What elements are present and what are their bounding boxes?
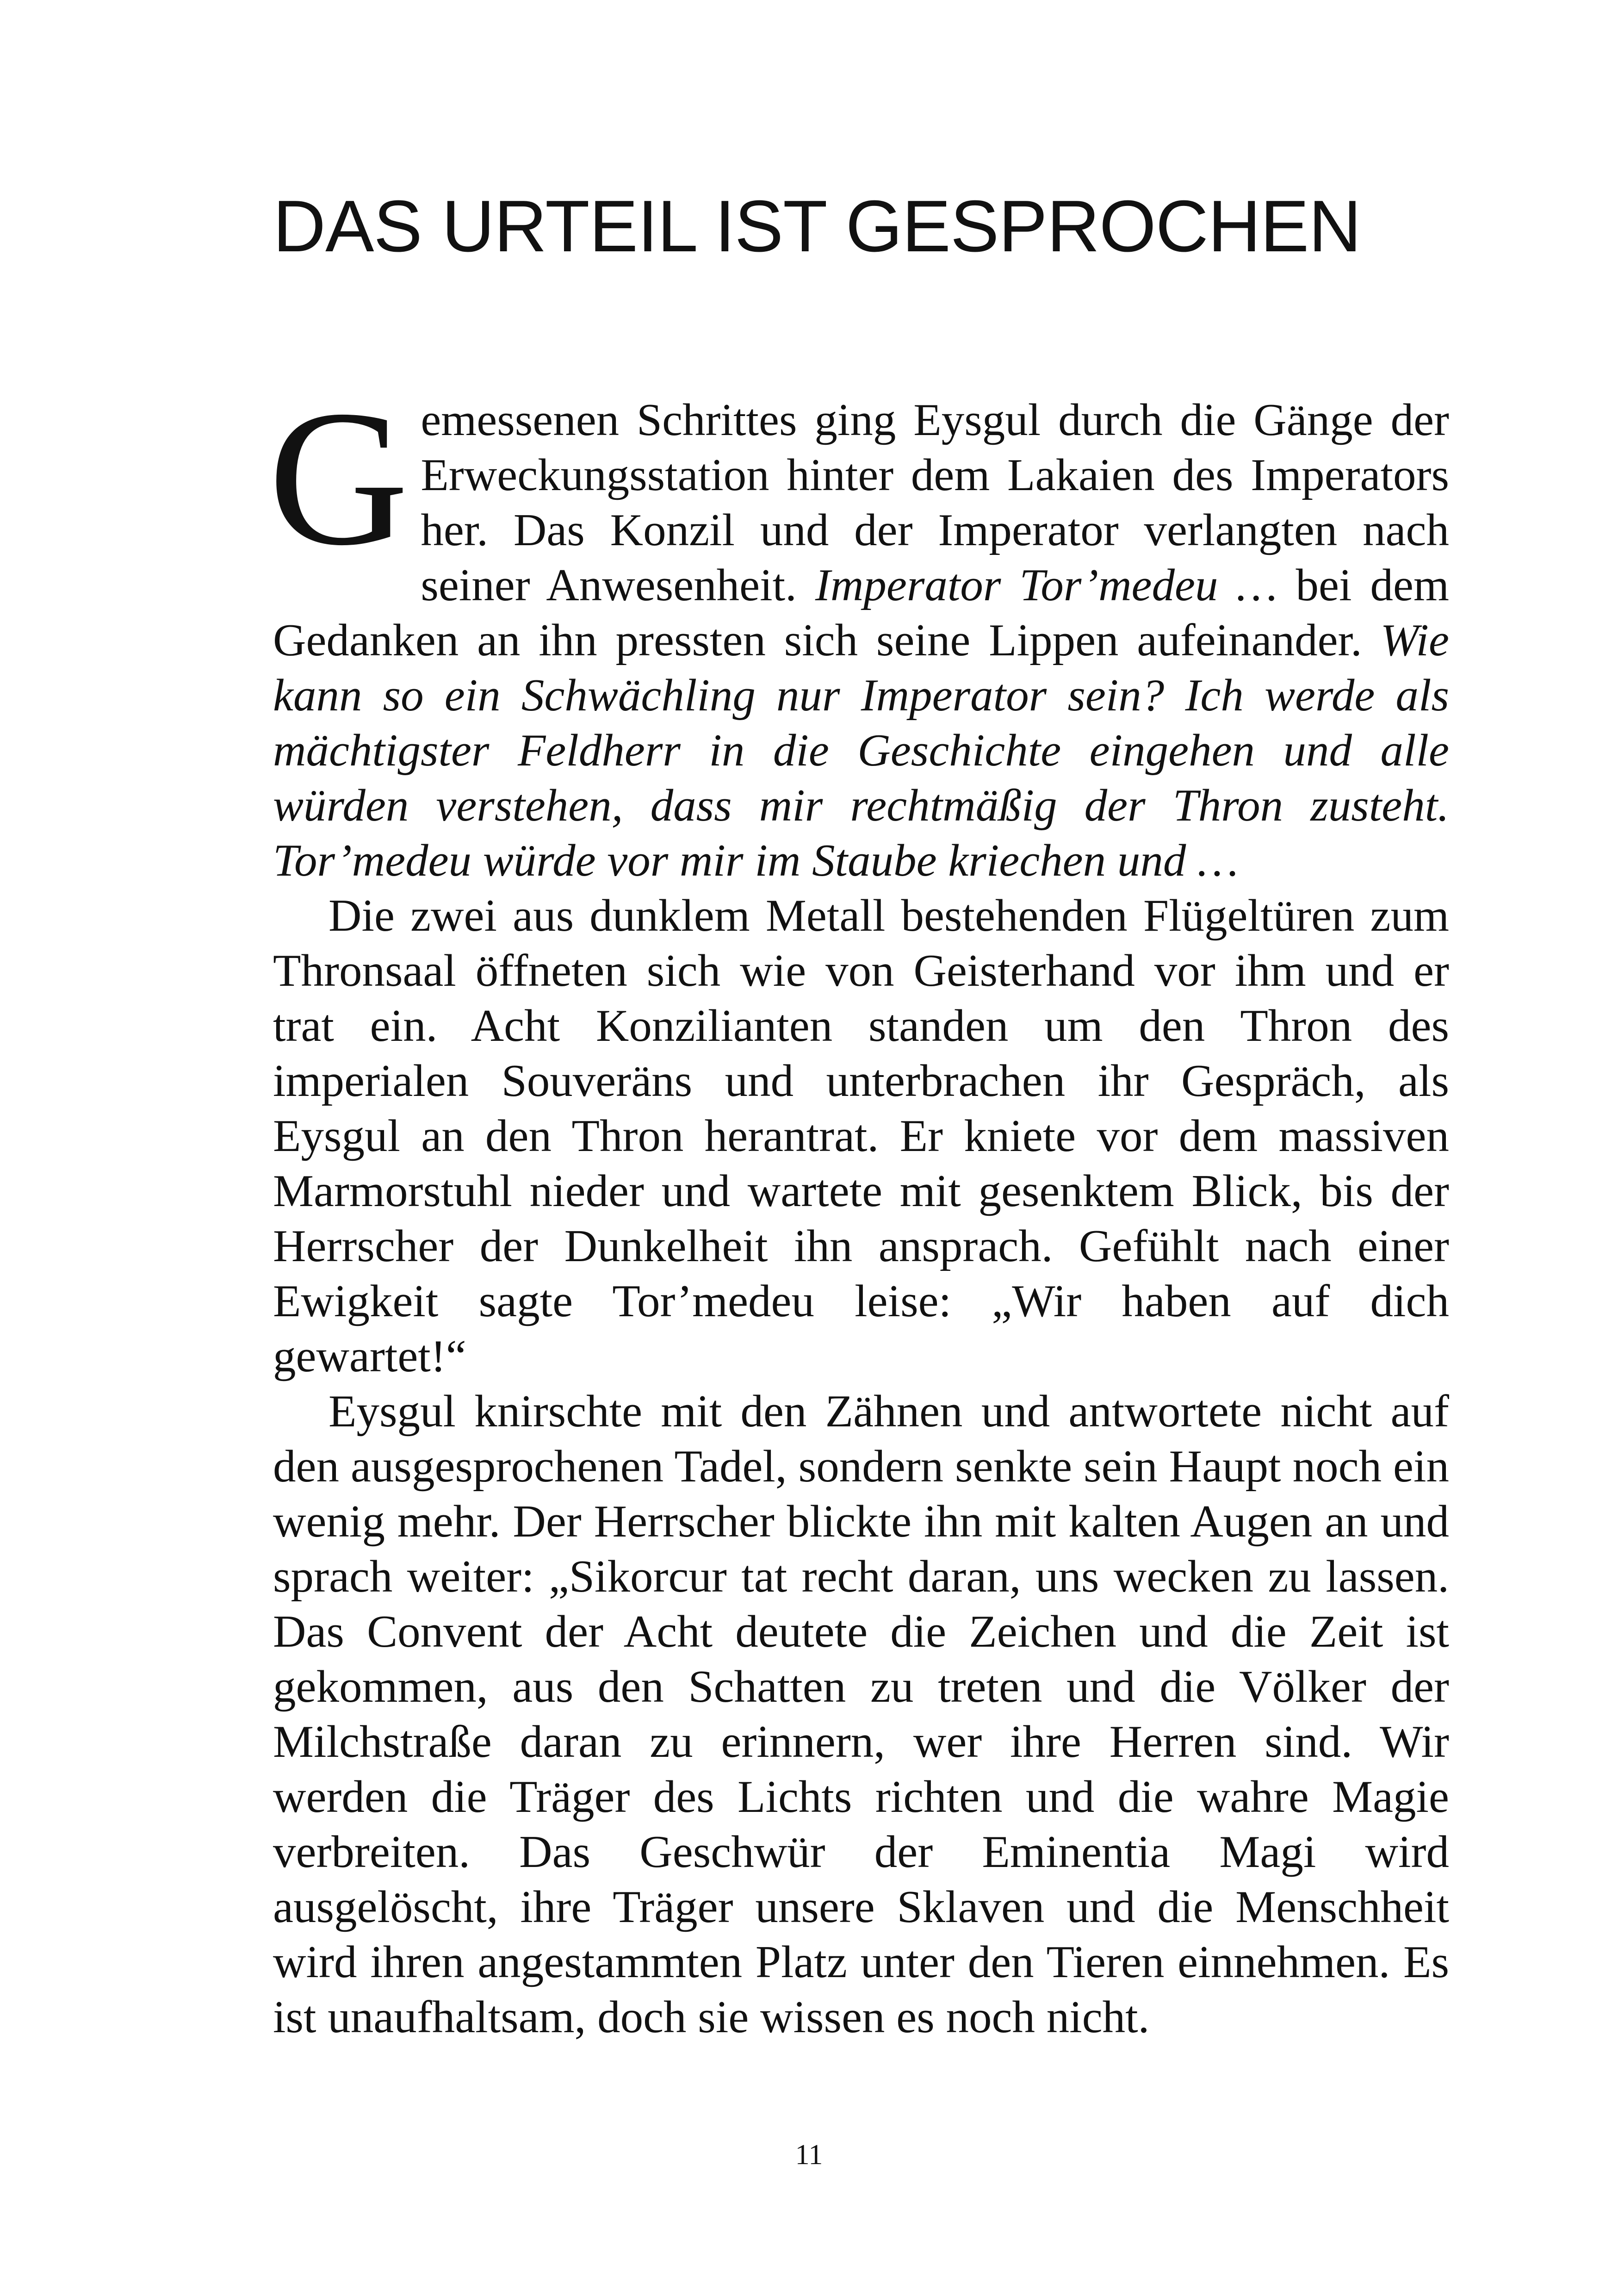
paragraph-1-italic-monologue: Wie kann so ein Schwächling nur Imperator sein? Ich werde als mächtigster Feldherr in die Geschichte eingehen und alle würden verstehen, dass mir rechtmäßig der Thron zusteht. Tor’medeu würde vor mir im Staube kriechen und … xyxy=(273,615,1449,886)
paragraph-2: Die zwei aus dunklem Metall bestehenden Flügeltüren zum Thronsaal öffneten sich wie von Geisterhand vor ihm und er trat ein. Acht Konzilianten standen um den Thron des imperialen Souveräns und unterbrachen ihr Gespräch, als Eysgul an den Thron herantrat. Er kniete vor dem massiven Marmorstuhl nieder und wartete mit gesenktem Blick, bis der Herrscher der Dunkelheit ihn ansprach. Gefühlt nach einer Ewigkeit sagte Tor’medeu leise: „Wir haben auf dich gewartet!“ xyxy=(273,890,1449,1381)
chapter-body xyxy=(268,370,1449,2045)
chapter-title: DAS URTEIL IST GESPROCHEN xyxy=(273,186,1361,267)
paragraph-1 xyxy=(268,370,1449,888)
drop-cap: G xyxy=(268,370,409,585)
page-number: 11 xyxy=(795,2139,823,2171)
paragraph-1-text: emessenen Schrittes ging Eysgul durch die Gänge der Erweckungsstation hinter dem Lakaien des Imperators her. Das Konzil und der Imperator verlangten nach seiner Anwesenheit. xyxy=(421,395,1449,610)
paragraph-1-text-continued: bei dem Gedanken an ihn pressten sich seine Lippen aufeinander. xyxy=(273,560,1449,666)
paragraph-1-italic-thought: Imperator Tor’medeu … xyxy=(815,560,1277,610)
paragraph-3: Eysgul knirschte mit den Zähnen und antwortete nicht auf den ausgesprochenen Tadel, sondern senkte sein Haupt noch ein wenig mehr. Der Herrscher blickte ihn mit kalten Augen an und sprach weiter: „Sikorcur tat recht daran, uns wecken zu lassen. Das Convent der Acht deutete die Zeichen und die Zeit ist gekommen, aus den Schatten zu treten und die Völker der Milchstraße daran zu erinnern, wer ihre Herren sind. Wir werden die Träger des Lichts richten und die wahre Magie verbreiten. Das Geschwür der Eminentia Magi wird ausgelöscht, ihre Träger unsere Sklaven und die Menschheit wird ihren angestammten Platz unter den Tieren einnehmen. Es ist unaufhaltsam, doch sie wissen es noch nicht. xyxy=(273,1386,1449,2042)
